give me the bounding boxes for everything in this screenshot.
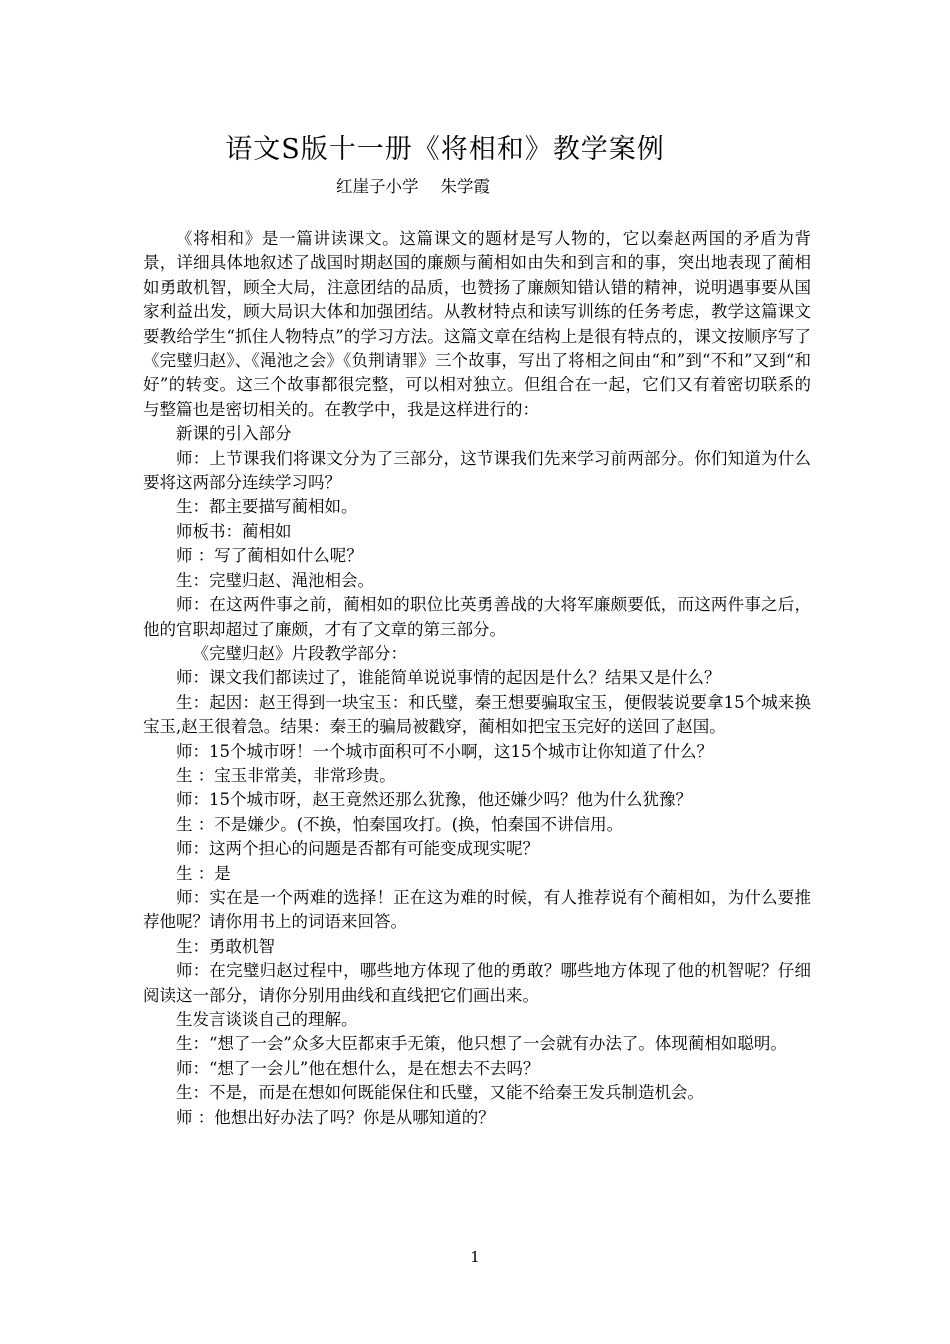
paragraph: 师：上节课我们将课文分为了三部分，这节课我们先来学习前两部分。你们知道为什么要将这两部分连续学习吗？ xyxy=(143,448,811,493)
section-heading: 《完璧归赵》片段教学部分： xyxy=(192,643,407,663)
paragraph: 生：勇敢机智 xyxy=(176,936,275,956)
page-number: 1 xyxy=(470,1248,480,1266)
paragraph: 师 ：他想出好办法了吗？你是从哪知道的？ xyxy=(176,1107,495,1127)
document-title: 语文S版十一册《将相和》教学案例 xyxy=(225,134,665,165)
school-name: 红崖子小学 xyxy=(336,177,419,196)
paragraph: 师：课文我们都读过了，谁能简单说说事情的起因是什么？结果又是什么？ xyxy=(176,668,721,688)
byline xyxy=(336,174,490,200)
paragraph: 师板书：蔺相如 xyxy=(176,521,292,541)
paragraph: 师：15个城市呀，赵王竟然还那么犹豫，他还嫌少吗？他为什么犹豫？ xyxy=(176,790,692,810)
paragraph: 生 ：宝玉非常美，非常珍贵。 xyxy=(176,765,396,785)
paragraph: 新课的引入部分 xyxy=(176,424,292,444)
paragraph: 《将相和》是一篇讲读课文。这篇课文的题材是写人物的，它以秦赵两国的矛盾为背景，详细具体地叙述了战国时期赵国的廉颇与蔺相如由失和到言和的事，突出地表现了蔺相如勇敢机智，顾全大局，注意团结的品质，也赞扬了廉颇知错认错的精神，说明遇事要从国家利益出发，顾大局识大体和加强团结。从教材特点和读写训练的任务考虑，教学这篇课文要教给学生“抓住人物特点”的学习方法。这篇文章在结构上是很有特点的，课文按顺序写了《完璧归赵》、《渑池之会》《负荆请罪》三个故事，写出了将相之间由“和”到“不和”又到“和好”的转变。这三个故事都很完整，可以相对独立。但组合在一起，它们又有着密切联系的与整篇也是密切相关的。在教学中，我是这样进行的： xyxy=(143,229,811,419)
paragraph: 师：在这两件事之前，蔺相如的职位比英勇善战的大将军廉颇要低，而这两件事之后，他的官职却超过了廉颇，才有了文章的第三部分。 xyxy=(143,595,811,639)
paragraph: 生 ：不是嫌少。(不换，怕秦国攻打。(换，怕秦国不讲信用。 xyxy=(176,814,624,834)
paragraph: 师：在完璧归赵过程中，哪些地方体现了他的勇敢？哪些地方体现了他的机智呢？仔细阅读这一部分，请你分别用曲线和直线把它们画出来。 xyxy=(143,961,811,1005)
author-name: 朱学霞 xyxy=(440,177,490,196)
paragraph: 生：完璧归赵、渑池相会。 xyxy=(176,570,374,590)
paragraph: 师：实在是一个两难的选择！正在这为难的时候，有人推荐说有个蔺相如，为什么要推荐他呢？请你用书上的词语来回答。 xyxy=(143,887,811,932)
paragraph: 生：都主要描写蔺相如。 xyxy=(176,497,358,517)
paragraph: 生：起因：赵王得到一块宝玉：和氏璧，秦王想要骗取宝玉，便假装说要拿15个城来换宝玉,赵王很着急。结果：秦王的骗局被戳穿，蔺相如把宝玉完好的送回了赵国。 xyxy=(143,692,811,737)
paragraph: 师：“想了一会儿”他在想什么，是在想去不去吗？ xyxy=(176,1058,540,1078)
paragraph: 生：“想了一会”众多大臣都束手无策，他只想了一会就有办法了。体现蔺相如聪明。 xyxy=(176,1034,787,1054)
paragraph: 生 ：是 xyxy=(176,863,231,883)
paragraph: 生发言谈谈自己的理解。 xyxy=(176,1010,358,1029)
paragraph: 师：15个城市呀！一个城市面积可不小啊，这15个城市让你知道了什么？ xyxy=(176,741,713,761)
paragraph: 生：不是，而是在想如何既能保住和氏璧，又能不给秦王发兵制造机会。 xyxy=(176,1083,704,1103)
paragraph: 师 ：写了蔺相如什么呢？ xyxy=(176,546,363,566)
document-body xyxy=(143,227,811,1130)
paragraph: 师：这两个担心的问题是否都有可能变成现实呢？ xyxy=(176,839,539,859)
